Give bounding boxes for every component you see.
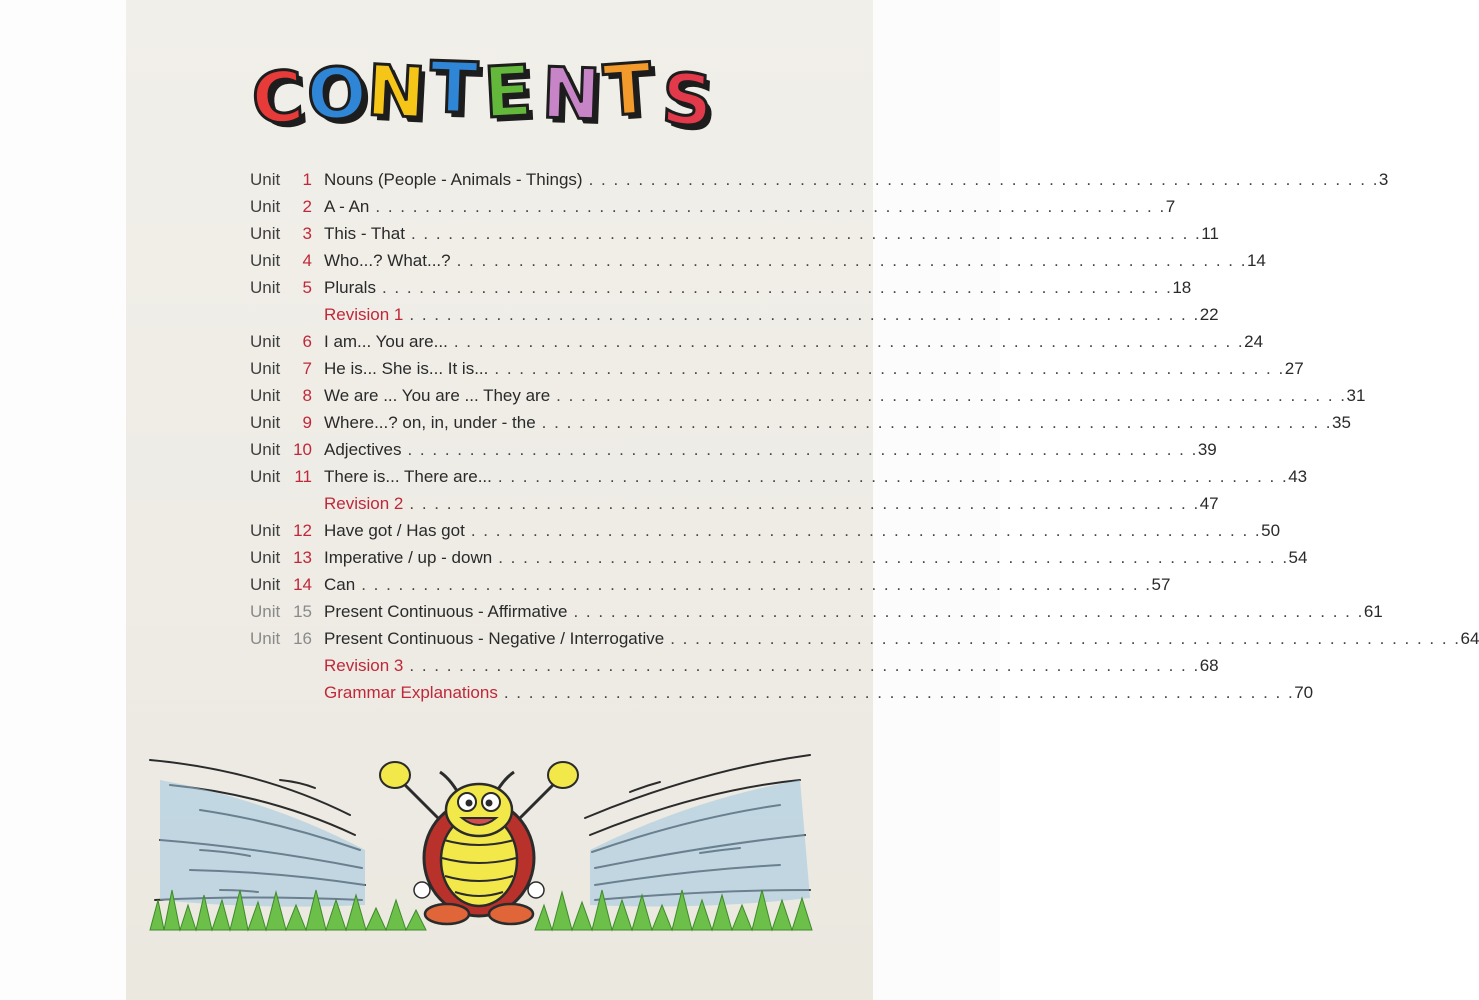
toc-leader-dots: . . . . . . . . . . . . . . . . . . . . . . . . . . . . . . . . . . . . . . . . . . . . . . . . . . . . . . . . . . . . . . . .: [407, 440, 1198, 459]
toc-entry-line: [324, 220, 1219, 247]
toc-entry-line: [324, 517, 1281, 544]
title-letter: T: [601, 47, 655, 133]
toc-entry-line: [324, 625, 1479, 652]
toc-unit-number: 16: [293, 629, 312, 648]
title-letter: O: [305, 51, 368, 137]
toc-entry-line: [324, 382, 1366, 409]
toc-unit-number: 6: [302, 332, 312, 351]
toc-unit-label: Unit: [250, 170, 281, 189]
toc-unit-label: Unit: [250, 359, 281, 378]
toc-entry-line: [324, 166, 1389, 193]
toc-leader-dots: . . . . . . . . . . . . . . . . . . . . . . . . . . . . . . . . . . . . . . . . . . . . . . . . . . . . . . . . . . . . . . . .: [670, 629, 1461, 648]
toc-entry-title: A - An: [324, 197, 370, 216]
toc-entry-line: [324, 463, 1308, 490]
toc-unit-number: 2: [302, 197, 312, 216]
toc-entry: [250, 274, 1192, 301]
toc-page-number: 54: [1288, 548, 1308, 567]
toc-unit-label: Unit: [250, 278, 281, 297]
toc-page-number: 14: [1246, 251, 1266, 270]
toc-leader-dots: . . . . . . . . . . . . . . . . . . . . . . . . . . . . . . . . . . . . . . . . . . . . . . . . . . . . . . . . . . . . . . . .: [588, 170, 1379, 189]
title-letter: T: [428, 46, 480, 130]
toc-leader-dots: . . . . . . . . . . . . . . . . . . . . . . . . . . . . . . . . . . . . . . . . . . . . . . . . . . . . . . . . . . . . . . . .: [409, 494, 1200, 513]
toc-entry-title: Plurals: [324, 278, 376, 297]
toc-leader-dots: . . . . . . . . . . . . . . . . . . . . . . . . . . . . . . . . . . . . . . . . . . . . . . . . . . . . . . . . . . . . . . . .: [361, 575, 1152, 594]
toc-entry-title: Can: [324, 575, 356, 594]
left-splash-fill: [160, 780, 365, 907]
toc-entry-line: [324, 301, 1219, 328]
toc-unit-number: 15: [293, 602, 312, 621]
toc-entry-title: Revision 2: [324, 494, 404, 513]
toc-leader-dots: . . . . . . . . . . . . . . . . . . . . . . . . . . . . . . . . . . . . . . . . . . . . . . . . . . . . . . . . . . . . . . . .: [494, 359, 1285, 378]
toc-entry-title: Present Continuous - Negative / Interrogative: [324, 629, 665, 648]
toc-leader-dots: . . . . . . . . . . . . . . . . . . . . . . . . . . . . . . . . . . . . . . . . . . . . . . . . . . . . . . . . . . . . . . . .: [456, 251, 1247, 270]
toc-unit-label: Unit: [250, 251, 281, 270]
toc-entry-line: [324, 436, 1217, 463]
toc-unit-label: Unit: [250, 575, 281, 594]
toc-entry-line: [324, 598, 1383, 625]
left-margin: [0, 0, 126, 1000]
toc-entry-title: This - That: [324, 224, 405, 243]
toc-entry-title: I am... You are...: [324, 332, 448, 351]
toc-unit-label: Unit: [250, 521, 281, 540]
toc-unit-label: Unit: [250, 413, 281, 432]
toc-page-number: 18: [1172, 278, 1192, 297]
toc-unit-label: Unit: [250, 602, 281, 621]
toc-entry-line: [324, 679, 1314, 706]
toc-unit-number: 9: [302, 413, 312, 432]
title-letter: E: [481, 49, 534, 135]
toc-unit-label: Unit: [250, 440, 281, 459]
title-letter: C: [249, 55, 307, 141]
toc-unit-number: 7: [302, 359, 312, 378]
toc-leader-dots: . . . . . . . . . . . . . . . . . . . . . . . . . . . . . . . . . . . . . . . . . . . . . . . . . . . . . . . . . . . . . . . .: [503, 683, 1295, 702]
toc-unit-number: 4: [302, 251, 312, 270]
toc-unit-label: Unit: [250, 548, 281, 567]
toc-page-number: 22: [1199, 305, 1219, 324]
toc-entry-title: There is... There are...: [324, 467, 492, 486]
toc-page-number: 24: [1244, 332, 1264, 351]
toc-entry-line: [324, 247, 1266, 274]
toc-entry: [250, 355, 1304, 382]
bug-mascot-illustration: [140, 740, 820, 940]
toc-leader-dots: . . . . . . . . . . . . . . . . . . . . . . . . . . . . . . . . . . . . . . . . . . . . . . . . . . . . . . . . . . . . . . . .: [381, 278, 1173, 297]
toc-entry: [250, 328, 1264, 355]
toc-page-number: 7: [1165, 197, 1176, 216]
toc-entry: [250, 166, 1389, 193]
toc-leader-dots: . . . . . . . . . . . . . . . . . . . . . . . . . . . . . . . . . . . . . . . . . . . . . . . . . . . . . . . . . . . . . . . .: [573, 602, 1364, 621]
toc-page-number: 70: [1294, 683, 1314, 702]
toc-page-number: 64: [1460, 629, 1479, 648]
toc-page-number: 47: [1199, 494, 1219, 513]
toc-unit-number: 3: [302, 224, 312, 243]
toc-entry: [250, 301, 1219, 328]
toc-entry: [250, 463, 1308, 490]
toc-page-number: 57: [1151, 575, 1171, 594]
toc-leader-dots: . . . . . . . . . . . . . . . . . . . . . . . . . . . . . . . . . . . . . . . . . . . . . . . . . . . . . . . . . . . . . . . .: [470, 521, 1262, 540]
toc-page-number: 50: [1261, 521, 1281, 540]
toc-unit-label: Unit: [250, 386, 281, 405]
toc-entry: [250, 571, 1171, 598]
toc-unit-number: 5: [302, 278, 312, 297]
toc-entry-title: Grammar Explanations: [324, 683, 498, 702]
toc-unit-number: 12: [293, 521, 312, 540]
toc-entry: [250, 409, 1351, 436]
toc-entry-line: [324, 328, 1264, 355]
toc-page-number: 27: [1284, 359, 1304, 378]
toc-unit-number: 13: [293, 548, 312, 567]
toc-entry: [250, 517, 1281, 544]
toc-entry-line: [324, 490, 1219, 517]
toc-page-number: 39: [1197, 440, 1217, 459]
toc-entry-line: [324, 652, 1219, 679]
toc-entry-title: Revision 1: [324, 305, 404, 324]
toc-entry-title: Imperative / up - down: [324, 548, 493, 567]
toc-entry: [250, 436, 1217, 463]
toc-entry-line: [324, 355, 1304, 382]
toc-entry: [250, 247, 1266, 274]
toc-unit-label: Unit: [250, 629, 281, 648]
toc-unit-label: Unit: [250, 224, 281, 243]
toc-page-number: 61: [1363, 602, 1383, 621]
toc-entry-title: We are ... You are ... They are: [324, 386, 551, 405]
toc-entry: [250, 598, 1383, 625]
toc-entry: [250, 220, 1219, 247]
toc-page-number: 43: [1288, 467, 1308, 486]
toc-entry-title: Adjectives: [324, 440, 402, 459]
toc-leader-dots: . . . . . . . . . . . . . . . . . . . . . . . . . . . . . . . . . . . . . . . . . . . . . . . . . . . . . . . . . . . . . . . .: [497, 467, 1289, 486]
toc-leader-dots: . . . . . . . . . . . . . . . . . . . . . . . . . . . . . . . . . . . . . . . . . . . . . . . . . . . . . . . . . . . . . . . .: [375, 197, 1166, 216]
toc-entry-line: [324, 571, 1171, 598]
toc-entry: [250, 193, 1176, 220]
toc-unit-number: 14: [293, 575, 312, 594]
toc-entry-line: [324, 193, 1176, 220]
toc-entry-title: Have got / Has got: [324, 521, 465, 540]
toc-leader-dots: . . . . . . . . . . . . . . . . . . . . . . . . . . . . . . . . . . . . . . . . . . . . . . . . . . . . . . . . . . . . . . . .: [410, 224, 1202, 243]
toc-entry-title: Who...? What...?: [324, 251, 451, 270]
title-letter: S: [659, 57, 715, 143]
toc-entry: [250, 544, 1308, 571]
toc-leader-dots: . . . . . . . . . . . . . . . . . . . . . . . . . . . . . . . . . . . . . . . . . . . . . . . . . . . . . . . . . . . . . . . .: [453, 332, 1245, 351]
toc-entry-title: Nouns (People - Animals - Things): [324, 170, 583, 189]
toc-entry-line: [324, 544, 1308, 571]
toc-leader-dots: . . . . . . . . . . . . . . . . . . . . . . . . . . . . . . . . . . . . . . . . . . . . . . . . . . . . . . . . . . . . . . . .: [498, 548, 1289, 567]
toc-page-number: 31: [1346, 386, 1366, 405]
toc-entry: [250, 652, 1219, 679]
toc-unit-label: Unit: [250, 467, 281, 486]
toc-entry-line: [324, 409, 1351, 436]
toc-unit-number: 1: [302, 170, 312, 189]
toc-page-number: 3: [1378, 170, 1389, 189]
page-title: [249, 46, 732, 143]
toc-leader-dots: . . . . . . . . . . . . . . . . . . . . . . . . . . . . . . . . . . . . . . . . . . . . . . . . . . . . . . . . . . . . . . . .: [541, 413, 1333, 432]
toc-entry: [250, 625, 1479, 652]
toc-entry-title: Revision 3: [324, 656, 404, 675]
toc-page-number: 35: [1332, 413, 1351, 432]
toc-page-number: 68: [1199, 656, 1219, 675]
toc-leader-dots: . . . . . . . . . . . . . . . . . . . . . . . . . . . . . . . . . . . . . . . . . . . . . . . . . . . . . . . . . . . . . . . .: [556, 386, 1347, 405]
toc-entry-line: [324, 274, 1192, 301]
table-of-contents: [250, 166, 1479, 706]
toc-leader-dots: . . . . . . . . . . . . . . . . . . . . . . . . . . . . . . . . . . . . . . . . . . . . . . . . . . . . . . . . . . . . . . . .: [409, 656, 1200, 675]
toc-entry-title: Where...? on, in, under - the: [324, 413, 536, 432]
toc-entry: [250, 382, 1366, 409]
toc-unit-number: 11: [294, 467, 312, 486]
title-letter: N: [364, 49, 428, 135]
toc-entry: [250, 490, 1219, 517]
title-letter: N: [540, 52, 603, 136]
toc-entry-title: He is... She is... It is...: [324, 359, 489, 378]
toc-unit-number: 10: [293, 440, 312, 459]
toc-entry-title: Present Continuous - Affirmative: [324, 602, 568, 621]
toc-unit-label: Unit: [250, 197, 281, 216]
toc-page-number: 11: [1201, 224, 1219, 243]
toc-leader-dots: . . . . . . . . . . . . . . . . . . . . . . . . . . . . . . . . . . . . . . . . . . . . . . . . . . . . . . . . . . . . . . . .: [409, 305, 1200, 324]
toc-unit-label: Unit: [250, 332, 281, 351]
bug-mascot-icon: [380, 762, 578, 924]
toc-unit-number: 8: [302, 386, 312, 405]
toc-entry: [250, 679, 1314, 706]
